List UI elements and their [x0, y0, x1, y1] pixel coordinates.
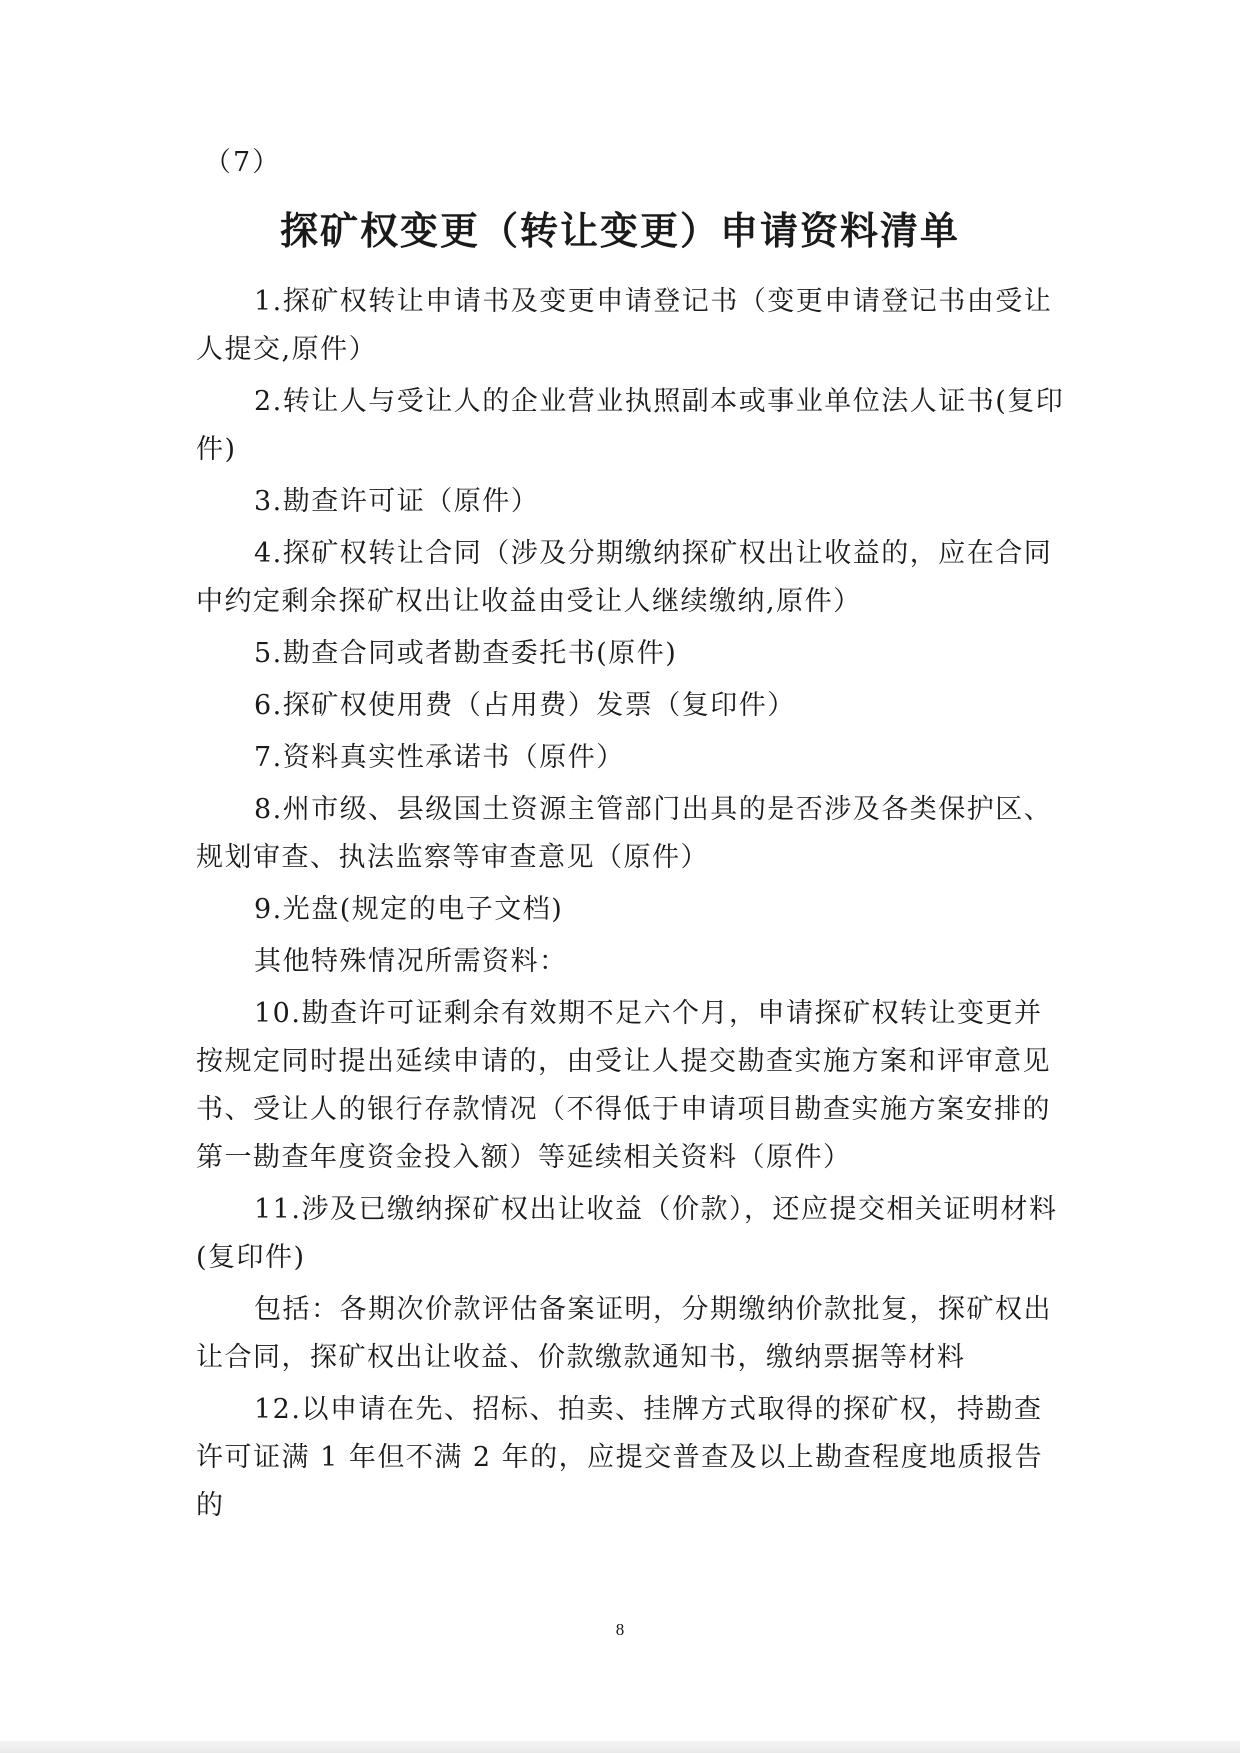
- list-item: 12.以申请在先、招标、拍卖、挂牌方式取得的探矿权，持勘查许可证满 1 年但不满 2 年的，应提交普查及以上勘查程度地质报告的: [196, 1394, 1044, 1521]
- page-number: 8: [615, 1620, 625, 1639]
- list-item: 10.勘查许可证剩余有效期不足六个月，申请探矿权转让变更并按规定同时提出延续申请的，由受让人提交勘查实施方案和评审意见书、受让人的银行存款情况（不得低于申请项目勘查实施方案安排的第一勘查年度资金投入额）等延续相关资料（原件）: [196, 998, 1051, 1173]
- list-item: 4.探矿权转让合同（涉及分期缴纳探矿权出让收益的，应在合同中约定剩余探矿权出让收益由受让人继续缴纳,原件）: [196, 538, 1053, 617]
- list-item: 2.转让人与受让人的企业营业执照副本或事业单位法人证书(复印件): [196, 386, 1065, 465]
- list-item: 5.勘查合同或者勘查委托书(原件): [254, 638, 678, 669]
- document-title: 探矿权变更（转让变更）申请资料清单: [279, 209, 960, 253]
- scan-edge-divider: [0, 1741, 1240, 1753]
- list-item: 9.光盘(规定的电子文档): [254, 894, 564, 925]
- list-item: 1.探矿权转让申请书及变更申请登记书（变更申请登记书由受让人提交,原件）: [196, 286, 1053, 365]
- section-number: （7）: [204, 147, 282, 178]
- list-item: 11.涉及已缴纳探矿权出让收益（价款），还应提交相关证明材料(复印件): [196, 1194, 1058, 1273]
- list-item: 7.资料真实性承诺书（原件）: [254, 742, 625, 773]
- subsection-heading: 其他特殊情况所需资料：: [254, 946, 568, 977]
- document-body: [196, 278, 1066, 1534]
- list-item: 8.州市级、县级国土资源主管部门出具的是否涉及各类保护区、规划审查、执法监察等审查意见（原件）: [196, 794, 1053, 873]
- list-item-detail: 包括：各期次价款评估备案证明，分期缴纳价款批复，探矿权出让合同，探矿权出让收益、价款缴款通知书，缴纳票据等材料: [196, 1294, 1052, 1373]
- list-item: 3.勘查许可证（原件）: [254, 486, 540, 517]
- list-item: 6.探矿权使用费（占用费）发票（复印件）: [254, 690, 796, 721]
